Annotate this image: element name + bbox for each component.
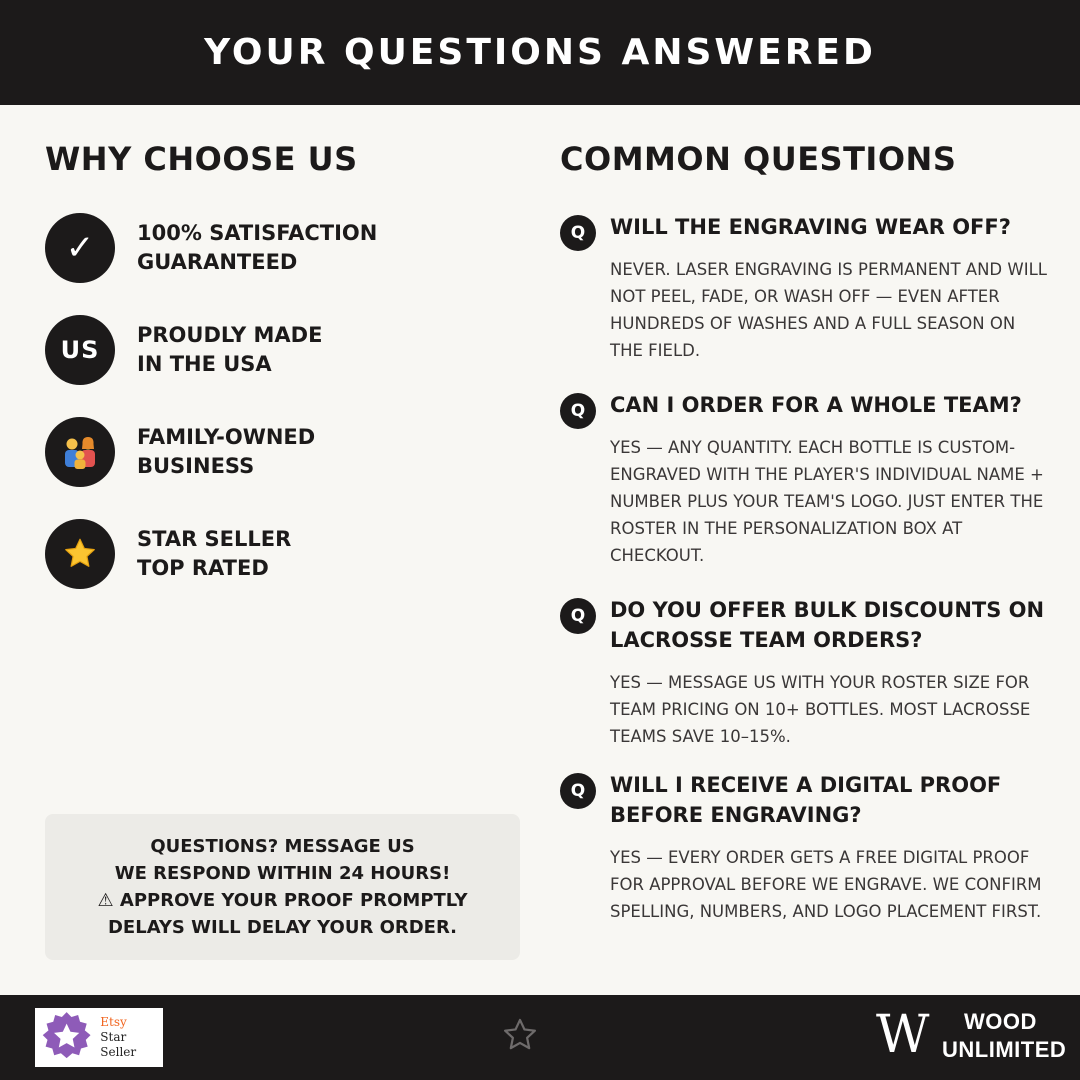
warning-line: ⚠ APPROVE YOUR PROOF PROMPTLY [97, 890, 468, 911]
outline-star-graphic [501, 1016, 539, 1054]
why-item-label: 100% SATISFACTION GUARANTEED [137, 221, 378, 274]
why-item-family-owned [45, 416, 515, 488]
question-badge-icon: Q [560, 598, 596, 634]
question-badge-icon: Q [560, 215, 596, 251]
faq-item [560, 595, 1050, 750]
brand-w-mark: W [876, 1005, 930, 1065]
family-icon [45, 417, 115, 487]
etsy-star-seller-badge [35, 1008, 163, 1067]
why-item-made-in-usa [45, 314, 515, 386]
faq-item [560, 770, 1050, 925]
why-item-label: FAMILY-OWNED BUSINESS [137, 425, 316, 478]
faq-item [560, 390, 1050, 569]
message-line: WE RESPOND WITHIN 24 HOURS! [114, 863, 451, 884]
us-badge-icon: US [45, 315, 115, 385]
checkmark-icon: ✓ [45, 213, 115, 283]
why-item-label: STAR SELLER TOP RATED [137, 527, 292, 580]
why-item-star-seller [45, 518, 515, 590]
wood-unlimited-logo [876, 1005, 1067, 1065]
faq-answer: YES — EVERY ORDER GETS A FREE DIGITAL PROOF FOR APPROVAL BEFORE WE ENGRAVE. WE CONFIRM SPELLING, NUMBERS, AND LOGO PLACEMENT FIRST. [610, 848, 1042, 921]
message-line: QUESTIONS? MESSAGE US [150, 836, 415, 857]
faq-question: Q WILL I RECEIVE A DIGITAL PROOF BEFORE ENGRAVING? [560, 770, 1050, 830]
faq-question: Q WILL THE ENGRAVING WEAR OFF? [560, 212, 1050, 242]
etsy-badge-label: Etsy Star Seller [100, 1015, 137, 1059]
brand-name-line1: WOOD [964, 1009, 1037, 1034]
star-seller-seal-icon [37, 1009, 96, 1067]
faq-answer: YES — MESSAGE US WITH YOUR ROSTER SIZE FOR TEAM PRICING ON 10+ BOTTLES. MOST LACROSSE TEAMS SAVE 10–15%. [610, 673, 1031, 746]
common-questions-heading: COMMON QUESTIONS [560, 140, 957, 178]
page-footer [0, 995, 1080, 1080]
family-icon-graphic [61, 435, 99, 469]
question-badge-icon: Q [560, 773, 596, 809]
star-icon [45, 519, 115, 589]
faq-answer: NEVER. LASER ENGRAVING IS PERMANENT AND WILL NOT PEEL, FADE, OR WASH OFF — EVEN AFTER HUNDREDS OF WASHES AND A FULL SEASON ON THE FIELD. [610, 260, 1047, 360]
page-header [0, 0, 1080, 105]
why-item-satisfaction [45, 212, 515, 284]
page-title: YOUR QUESTIONS ANSWERED [204, 32, 876, 73]
faq-item [560, 212, 1050, 364]
question-badge-icon: Q [560, 393, 596, 429]
faq-answer: YES — ANY QUANTITY. EACH BOTTLE IS CUSTOM-ENGRAVED WITH THE PLAYER'S INDIVIDUAL NAME + NUMBER PLUS YOUR TEAM'S LOGO. JUST ENTER THE ROSTER IN THE PERSONALIZATION BOX AT CHECKOUT. [610, 438, 1044, 565]
brand-name-line2: UNLIMITED [942, 1037, 1067, 1062]
faq-question: Q DO YOU OFFER BULK DISCOUNTS ON LACROSSE TEAM ORDERS? [560, 595, 1050, 655]
contact-message-box [45, 814, 520, 960]
star-icon-graphic [62, 536, 98, 572]
why-choose-us-heading: WHY CHOOSE US [45, 140, 358, 178]
faq-question: Q CAN I ORDER FOR A WHOLE TEAM? [560, 390, 1050, 420]
outline-star-icon [500, 1013, 540, 1057]
message-line: DELAYS WILL DELAY YOUR ORDER. [107, 917, 458, 938]
why-item-label: PROUDLY MADE IN THE USA [137, 323, 323, 376]
